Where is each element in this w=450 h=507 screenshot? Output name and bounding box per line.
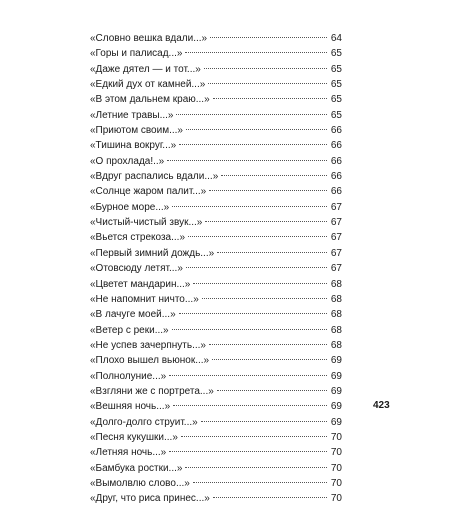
dot-leader xyxy=(205,221,327,222)
dot-leader xyxy=(169,375,327,376)
toc-entry xyxy=(90,307,342,322)
toc-entry xyxy=(90,461,342,476)
dot-leader xyxy=(169,451,327,452)
toc-entry-page: 64 xyxy=(330,33,342,44)
toc-entry-title: «Приютом своим...» xyxy=(90,125,183,137)
toc-entry-title: «Вымолвлю слово...» xyxy=(90,477,190,489)
toc-entry-page: 67 xyxy=(330,217,342,229)
toc-entry xyxy=(90,415,342,430)
toc-entry-page: 70 xyxy=(330,493,342,505)
toc-entry xyxy=(90,323,342,338)
toc-entry-title: «Взгляни же с портрета...» xyxy=(90,385,214,397)
toc-entry-page: 65 xyxy=(330,48,342,60)
toc-entry-title: «Солнце жаром палит...» xyxy=(90,186,207,198)
dot-leader xyxy=(213,497,327,498)
dot-leader xyxy=(212,359,327,360)
toc-entry-page: 69 xyxy=(330,385,342,397)
dot-leader xyxy=(193,283,327,284)
page-number: 423 xyxy=(373,400,390,411)
toc-entry-title: «Друг, что риса принес...» xyxy=(90,493,210,505)
toc-entry-title: «Не успев зачерпнуть...» xyxy=(90,339,206,351)
dot-leader xyxy=(185,467,327,468)
toc-entry-page: 68 xyxy=(330,339,342,351)
dot-leader xyxy=(217,252,327,253)
toc-entry xyxy=(90,123,342,138)
toc-entry-title: «Полнолуние...» xyxy=(90,370,167,382)
toc-entry xyxy=(90,338,342,353)
toc-entry-page: 68 xyxy=(330,324,342,336)
toc-entry xyxy=(90,215,342,230)
toc-entry-page: 66 xyxy=(330,171,342,183)
toc-entry-page: 69 xyxy=(330,401,342,413)
toc-entry-title: «Бурное море...» xyxy=(90,201,170,213)
toc-entry xyxy=(90,430,342,445)
toc-entry-title: «Плохо вышел вьюнок...» xyxy=(90,355,210,367)
toc-entry-title: «Отовсюду летят...» xyxy=(90,263,183,275)
dot-leader xyxy=(185,52,327,53)
dot-leader xyxy=(209,344,327,345)
toc-entry-page: 66 xyxy=(330,155,342,167)
toc-entry-title: «О прохлада!..» xyxy=(90,155,165,167)
toc-entry xyxy=(90,277,342,292)
toc-entry xyxy=(90,77,342,92)
toc-entry-page: 69 xyxy=(330,370,342,382)
toc-entry-page: 69 xyxy=(330,416,342,428)
toc-entry xyxy=(90,31,342,46)
toc-entry-page: 68 xyxy=(330,293,342,305)
toc-entry xyxy=(90,200,342,215)
dot-leader xyxy=(217,390,327,391)
toc-entry xyxy=(90,184,342,199)
toc-entry-title: «Чистый-чистый звук...» xyxy=(90,217,203,229)
toc-entry-title: «В этом дальнем краю...» xyxy=(90,94,210,106)
toc-entry-title: «Словно вешка вдали...» xyxy=(90,33,208,44)
toc-entry-page: 66 xyxy=(330,140,342,152)
dot-leader xyxy=(181,436,327,437)
dot-leader xyxy=(173,405,327,406)
dot-leader xyxy=(172,206,327,207)
toc-entry-page: 65 xyxy=(330,94,342,106)
toc-entry xyxy=(90,92,342,107)
toc-entry xyxy=(90,230,342,245)
toc-entry-title: «Вдруг распались вдали...» xyxy=(90,171,219,183)
dot-leader xyxy=(167,160,327,161)
toc-entry-title: «Тишина вокруг...» xyxy=(90,140,177,152)
dot-leader xyxy=(188,236,327,237)
toc-entry-title: «Летняя ночь...» xyxy=(90,447,167,459)
toc-entry xyxy=(90,491,342,506)
toc-entry-page: 67 xyxy=(330,232,342,244)
toc-entry-title: «Долго-долго струит...» xyxy=(90,416,198,428)
toc-entry-page: 65 xyxy=(330,79,342,91)
toc-entry-page: 69 xyxy=(330,355,342,367)
toc-entry-title: «Горы и палисад...» xyxy=(90,48,183,60)
toc-entry xyxy=(90,138,342,153)
toc-entry-page: 67 xyxy=(330,263,342,275)
dot-leader xyxy=(204,68,327,69)
toc-entry xyxy=(90,369,342,384)
toc-entry xyxy=(90,246,342,261)
toc-entry-title: «Вьется стрекоза...» xyxy=(90,232,186,244)
toc-entry-title: «Песня кукушки...» xyxy=(90,431,178,443)
toc-entry-title: «Летние травы...» xyxy=(90,109,174,121)
toc-entry xyxy=(90,292,342,307)
dot-leader xyxy=(193,482,327,483)
toc-entry-page: 70 xyxy=(330,431,342,443)
toc-entry xyxy=(90,261,342,276)
toc-entry-page: 68 xyxy=(330,278,342,290)
toc-entry xyxy=(90,46,342,61)
toc-entry-page: 66 xyxy=(330,186,342,198)
toc-entry-title: «Ветер с реки...» xyxy=(90,324,169,336)
toc-entry xyxy=(90,445,342,460)
dot-leader xyxy=(179,144,327,145)
toc-entry xyxy=(90,154,342,169)
toc-entry-title: «Бамбука ростки...» xyxy=(90,462,183,474)
toc-entry xyxy=(90,399,342,414)
toc-entry-title: «Не напомнит ничто...» xyxy=(90,293,199,305)
dot-leader xyxy=(186,267,327,268)
table-of-contents xyxy=(90,31,342,507)
toc-entry xyxy=(90,62,342,77)
toc-entry-title: «Первый зимний дождь...» xyxy=(90,247,215,259)
toc-entry xyxy=(90,476,342,491)
toc-entry-title: «Едкий дух от камней...» xyxy=(90,79,206,91)
toc-entry-page: 68 xyxy=(330,309,342,321)
toc-entry-page: 67 xyxy=(330,247,342,259)
toc-entry-title: «В лачуге моей...» xyxy=(90,309,176,321)
dot-leader xyxy=(186,129,327,130)
toc-entry xyxy=(90,353,342,368)
toc-entry-title: «Даже дятел — и тот...» xyxy=(90,63,201,75)
toc-entry-page: 65 xyxy=(330,63,342,75)
dot-leader xyxy=(202,298,327,299)
toc-entry-page: 70 xyxy=(330,477,342,489)
dot-leader xyxy=(210,37,327,38)
toc-entry-page: 66 xyxy=(330,125,342,137)
toc-entry-page: 70 xyxy=(330,462,342,474)
toc-entry xyxy=(90,384,342,399)
dot-leader xyxy=(208,83,327,84)
toc-entry-page: 65 xyxy=(330,109,342,121)
toc-entry xyxy=(90,108,342,123)
toc-entry-title: «Цветет мандарин...» xyxy=(90,278,191,290)
dot-leader xyxy=(213,98,327,99)
dot-leader xyxy=(221,175,327,176)
toc-entry-page: 67 xyxy=(330,201,342,213)
toc-entry-title: «Вешняя ночь...» xyxy=(90,401,171,413)
toc-entry xyxy=(90,169,342,184)
toc-entry-page: 70 xyxy=(330,447,342,459)
dot-leader xyxy=(172,329,327,330)
dot-leader xyxy=(209,190,327,191)
dot-leader xyxy=(201,421,327,422)
dot-leader xyxy=(179,313,327,314)
dot-leader xyxy=(176,114,327,115)
